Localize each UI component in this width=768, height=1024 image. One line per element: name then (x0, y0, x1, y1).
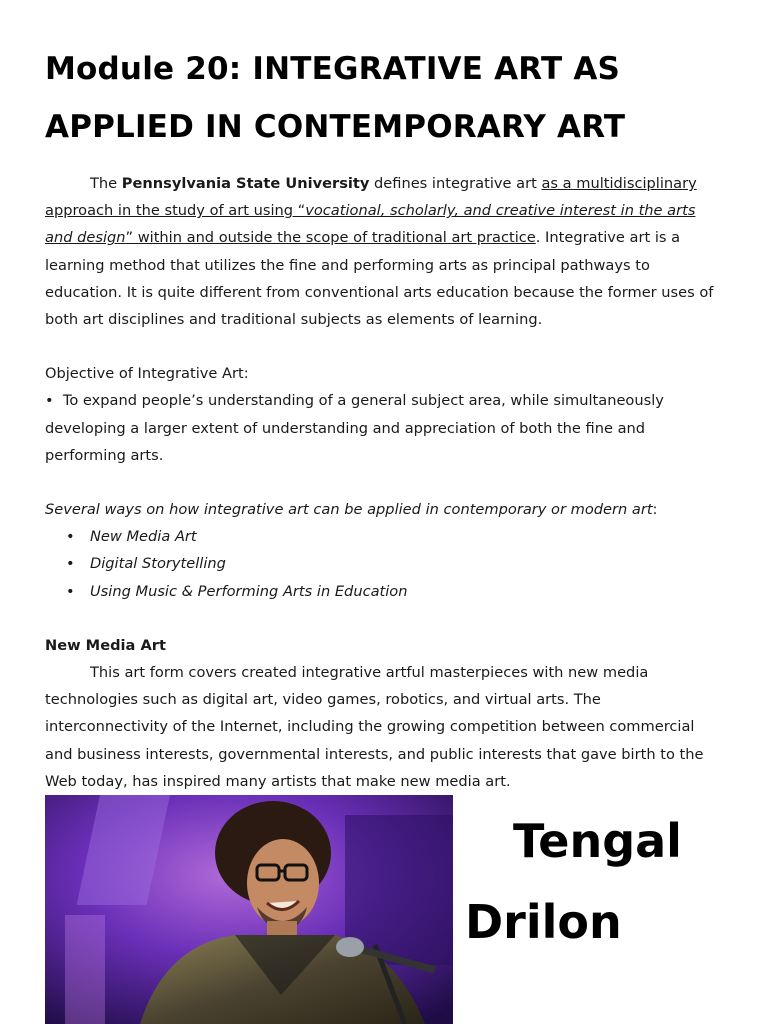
definition-part-2: ” within and outside the scope of traditional art practice (125, 229, 536, 247)
university-name: Pennsylvania State University (121, 175, 370, 192)
artist-photo-illustration (45, 795, 453, 1024)
objective-text: To expand people’s understanding of a general subject area, while simultaneously developing a larger extent of understanding and appreciation of both the fine and performing arts. (45, 392, 664, 464)
intro-text-1: The (90, 175, 122, 192)
ways-colon: : (652, 501, 658, 519)
ways-lead-text: Several ways on how integrative art can be applied in contemporary or modern art (45, 501, 653, 519)
document-body (45, 40, 725, 795)
new-media-paragraph (45, 659, 725, 795)
definition-part-1: as a multidisciplinary approach in the study of art using “ (45, 175, 697, 220)
new-media-text: This art form covers created integrative artful masterpieces with new media technologies such as digital art, video games, robotics, and virtual arts. The interconnectivity of the Internet, including the growing competition between commercial and business interests, governmental interests, and public interests that gave birth to the Web today, has inspired many artists that make new media art. (45, 664, 704, 790)
artist-photo (45, 795, 453, 1024)
objective-item (45, 387, 725, 469)
intro-text-3: . Integrative art is a learning method that utilizes the fine and performing arts as principal pathways to education. It is quite different from conventional arts education because the former uses of both art disciplines and traditional subjects as elements of learning. (45, 229, 714, 329)
section-heading-new-media (45, 632, 725, 659)
title-line-1: Module 20: INTEGRATIVE ART AS (45, 51, 621, 87)
ways-lead (45, 496, 725, 523)
definition-quote: vocational, scholarly, and creative interest in the arts and design (45, 202, 696, 247)
caption-last-name: Drilon (465, 895, 622, 949)
objective-heading: Objective of Integrative Art: (45, 365, 249, 383)
list-item: • Digital Storytelling (45, 550, 725, 577)
bullet-icon: • (45, 392, 54, 410)
page-title (45, 40, 725, 156)
intro-text-2: defines integrative art (369, 175, 542, 192)
new-media-heading-text: New Media Art (45, 636, 166, 654)
title-line-2: APPLIED IN CONTEMPORARY ART (45, 109, 626, 145)
list-item: • New Media Art (45, 523, 725, 550)
ways-list (45, 523, 725, 605)
caption-first-name: Tengal (513, 814, 682, 868)
list-item: • Using Music & Performing Arts in Education (45, 578, 725, 605)
intro-paragraph (45, 170, 725, 333)
